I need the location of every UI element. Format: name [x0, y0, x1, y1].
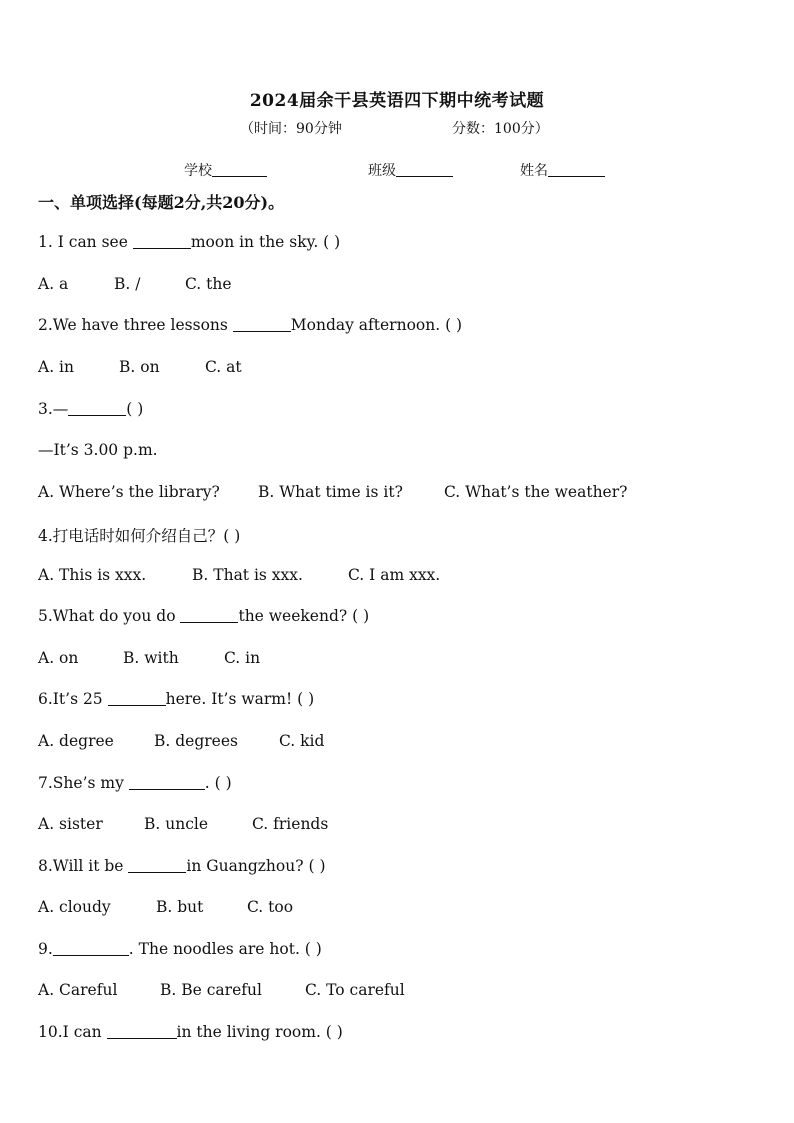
- question-text: . The noodles are hot. ( ): [128, 940, 322, 958]
- answer-blank[interactable]: [180, 608, 238, 623]
- question-text: in Guangzhou? ( ): [186, 857, 326, 875]
- answer-blank[interactable]: [107, 1024, 177, 1039]
- answer-blank[interactable]: [233, 317, 291, 332]
- option-a[interactable]: A. This is xxx.: [38, 566, 147, 584]
- question-4: [38, 524, 240, 546]
- question-text: 1. I can see: [38, 233, 133, 251]
- option-b[interactable]: B. but: [156, 898, 204, 916]
- time-info: （时间：90分钟: [240, 121, 342, 137]
- answer-blank[interactable]: [68, 401, 126, 416]
- question-2: [38, 316, 462, 334]
- option-c[interactable]: C. at: [205, 358, 242, 376]
- question-text: ( ): [126, 400, 144, 418]
- answer-blank[interactable]: [53, 941, 129, 956]
- name-blank[interactable]: [548, 162, 605, 177]
- exam-meta: [240, 118, 549, 138]
- school-blank[interactable]: [212, 162, 267, 177]
- option-a[interactable]: A. degree: [38, 732, 114, 750]
- option-b[interactable]: B. with: [123, 649, 179, 667]
- option-c[interactable]: C. What’s the weather?: [444, 483, 628, 501]
- section-heading: 一、单项选择(每题2分,共20分)。: [38, 193, 285, 212]
- option-c[interactable]: C. too: [247, 898, 294, 916]
- question-text: . ( ): [204, 774, 232, 792]
- answer-blank[interactable]: [129, 775, 205, 790]
- question-text: 4.打电话时如何介绍自己？( ): [38, 527, 241, 545]
- name-label: 姓名: [520, 163, 548, 179]
- question-text: the weekend? ( ): [238, 607, 370, 625]
- option-b[interactable]: B. /: [114, 275, 141, 293]
- class-field[interactable]: [368, 160, 453, 180]
- question-text: moon in the sky. ( ): [190, 233, 341, 251]
- option-c[interactable]: C. the: [185, 275, 232, 293]
- question-text: 6.It’s 25: [38, 690, 108, 708]
- question-3-response: —It’s 3.00 p.m.: [38, 441, 158, 459]
- school-field[interactable]: [184, 160, 267, 180]
- class-blank[interactable]: [396, 162, 453, 177]
- question-text: 2.We have three lessons: [38, 316, 233, 334]
- option-a[interactable]: A. Where’s the library?: [38, 483, 220, 501]
- answer-blank[interactable]: [128, 858, 186, 873]
- question-text: Monday afternoon. ( ): [290, 316, 463, 334]
- option-c[interactable]: C. To careful: [305, 981, 405, 999]
- question-8: [38, 857, 326, 875]
- answer-blank[interactable]: [133, 234, 191, 249]
- question-7: [38, 774, 232, 792]
- option-a[interactable]: A. cloudy: [38, 898, 111, 916]
- question-text: 9.: [38, 940, 53, 958]
- question-5: [38, 607, 369, 625]
- page-title: 2024届余干县英语四下期中统考试题: [249, 91, 545, 111]
- option-b[interactable]: B. uncle: [144, 815, 209, 833]
- name-field[interactable]: [520, 160, 605, 180]
- question-3: [38, 400, 143, 418]
- score-info: 分数：100分）: [452, 121, 549, 137]
- option-c[interactable]: C. in: [224, 649, 261, 667]
- question-1: [38, 233, 340, 251]
- option-a[interactable]: A. Careful: [38, 981, 118, 999]
- option-a[interactable]: A. in: [38, 358, 74, 376]
- question-text: here. It’s warm! ( ): [165, 690, 315, 708]
- question-text: 8.Will it be: [38, 857, 129, 875]
- question-text: 7.She’s my: [38, 774, 129, 792]
- question-text: 5.What do you do: [38, 607, 181, 625]
- question-text: 10.I can: [38, 1023, 107, 1041]
- option-a[interactable]: A. sister: [38, 815, 103, 833]
- question-6: [38, 690, 314, 708]
- option-b[interactable]: B. That is xxx.: [192, 566, 303, 584]
- option-c[interactable]: C. I am xxx.: [348, 566, 441, 584]
- class-label: 班级: [368, 163, 396, 179]
- school-label: 学校: [184, 163, 212, 179]
- option-a[interactable]: A. a: [38, 275, 69, 293]
- option-b[interactable]: B. What time is it?: [258, 483, 403, 501]
- option-c[interactable]: C. friends: [252, 815, 329, 833]
- option-b[interactable]: B. on: [119, 358, 160, 376]
- question-9: [38, 940, 322, 958]
- question-text: in the living room. ( ): [176, 1023, 343, 1041]
- answer-blank[interactable]: [108, 691, 166, 706]
- option-b[interactable]: B. degrees: [154, 732, 238, 750]
- option-c[interactable]: C. kid: [279, 732, 325, 750]
- option-b[interactable]: B. Be careful: [160, 981, 262, 999]
- question-10: [38, 1023, 343, 1041]
- question-text: 3.—: [38, 400, 69, 418]
- option-a[interactable]: A. on: [38, 649, 79, 667]
